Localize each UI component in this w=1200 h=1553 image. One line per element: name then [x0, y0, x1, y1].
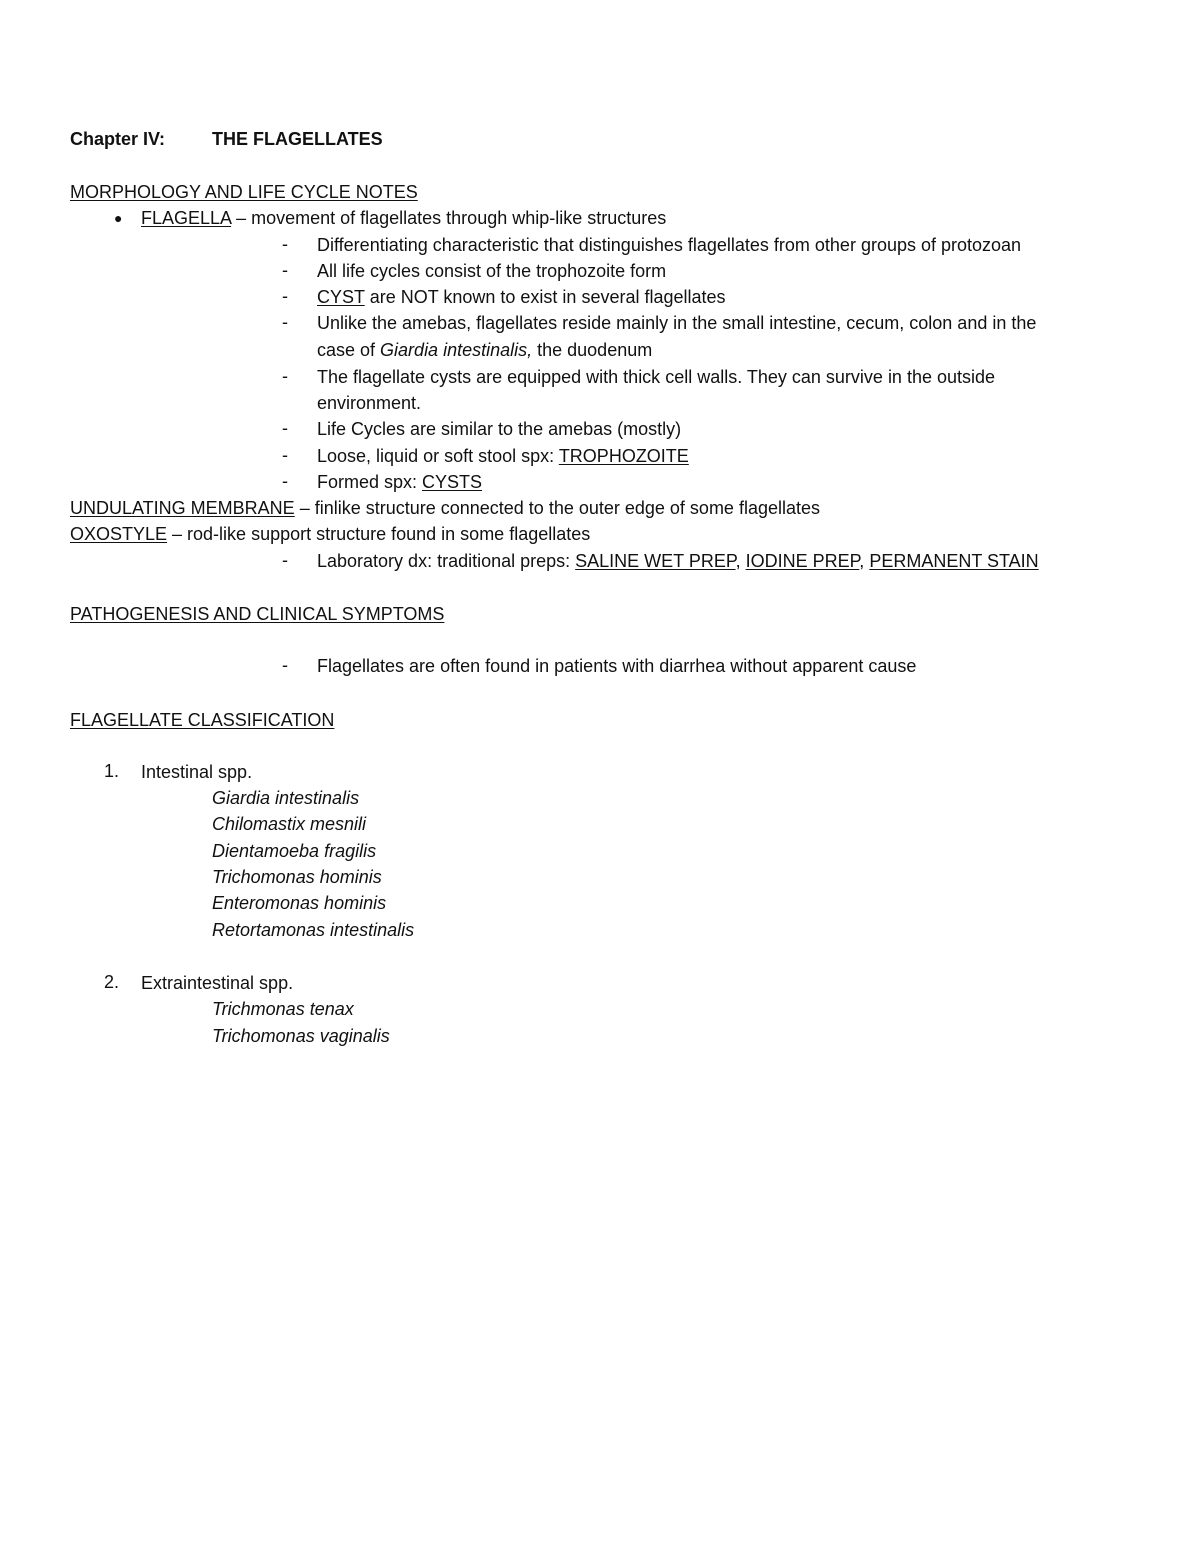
- morph-item-8-text: Formed spx:: [317, 472, 423, 492]
- pathogenesis-item: Flagellates are often found in patients with diarrhea without apparent cause: [317, 656, 917, 676]
- morph-item-4-line2: [317, 339, 652, 361]
- dash-marker: -: [282, 312, 288, 332]
- oxostyle-definition: – rod-like support structure found in some flagellates: [167, 524, 591, 544]
- dash-marker: -: [282, 471, 288, 491]
- species-item: Trichomonas hominis: [212, 867, 382, 887]
- flagella-term: FLAGELLA: [141, 208, 232, 228]
- species-item: Dientamoeba fragilis: [212, 841, 377, 861]
- dash-marker: -: [282, 550, 288, 570]
- saline-wet-prep: SALINE WET PREP: [575, 551, 736, 571]
- separator: ,: [859, 551, 870, 571]
- pathogenesis-heading: PATHOGENESIS AND CLINICAL SYMPTOMS: [70, 604, 445, 624]
- group-number: 2.: [104, 972, 120, 992]
- morph-item-6: Life Cycles are similar to the amebas (mostly): [317, 419, 682, 439]
- group-label-extraintestinal: Extraintestinal spp.: [141, 973, 294, 993]
- cysts-term: CYSTS: [422, 472, 483, 492]
- chapter-title: THE FLAGELLATES: [212, 129, 383, 149]
- cyst-term: CYST: [317, 287, 365, 307]
- permanent-stain: PERMANENT STAIN: [869, 551, 1039, 571]
- morph-item-4-pre: case of: [317, 340, 381, 360]
- giardia-species-inline: Giardia intestinalis,: [380, 340, 533, 360]
- morph-item-8: [317, 471, 482, 493]
- morph-item-5-line2: environment.: [317, 393, 422, 413]
- species-item: Trichomonas vaginalis: [212, 1026, 390, 1046]
- morph-item-4-line1: Unlike the amebas, flagellates reside mainly in the small intestine, cecum, colon and in the: [317, 313, 1037, 333]
- flagella-definition: – movement of flagellates through whip-like structures: [231, 208, 667, 228]
- species-item: Giardia intestinalis: [212, 788, 360, 808]
- dash-marker: -: [282, 260, 288, 280]
- morphology-heading: MORPHOLOGY AND LIFE CYCLE NOTES: [70, 182, 418, 202]
- undulating-membrane-line: [70, 497, 820, 519]
- group-number: 1.: [104, 761, 120, 781]
- dash-marker: -: [282, 655, 288, 675]
- dash-marker: -: [282, 418, 288, 438]
- separator: ,: [735, 551, 746, 571]
- species-item: Retortamonas intestinalis: [212, 920, 415, 940]
- morph-item-3-text: are NOT known to exist in several flagellates: [364, 287, 726, 307]
- bullet-icon: ●: [114, 210, 123, 226]
- flagella-line: [141, 207, 666, 229]
- trophozoite-term: TROPHOZOITE: [558, 446, 689, 466]
- morph-item-2: All life cycles consist of the trophozoite form: [317, 261, 667, 281]
- morph-item-7-text: Loose, liquid or soft stool spx:: [317, 446, 559, 466]
- species-item: Trichmonas tenax: [212, 999, 354, 1019]
- dash-marker: -: [282, 445, 288, 465]
- morph-item-3: [317, 286, 726, 308]
- dash-marker: -: [282, 286, 288, 306]
- morph-item-1: Differentiating characteristic that distinguishes flagellates from other groups of protozoan: [317, 235, 1022, 255]
- chapter-label: Chapter IV:: [70, 129, 166, 149]
- undulating-membrane-term: UNDULATING MEMBRANE: [70, 498, 295, 518]
- classification-heading: FLAGELLATE CLASSIFICATION: [70, 710, 335, 730]
- undulating-membrane-definition: – finlike structure connected to the outer edge of some flagellates: [294, 498, 821, 518]
- morph-item-4-post: the duodenum: [532, 340, 653, 360]
- species-item: Enteromonas hominis: [212, 893, 387, 913]
- species-item: Chilomastix mesnili: [212, 814, 367, 834]
- morph-item-5-line1: The flagellate cysts are equipped with thick cell walls. They can survive in the outside: [317, 367, 996, 387]
- lab-dx-line: [317, 550, 1039, 572]
- morph-item-7: [317, 445, 689, 467]
- iodine-prep: IODINE PREP: [745, 551, 860, 571]
- dash-marker: -: [282, 366, 288, 386]
- oxostyle-line: [70, 523, 590, 545]
- lab-dx-text: Laboratory dx: traditional preps:: [317, 551, 576, 571]
- group-label-intestinal: Intestinal spp.: [141, 762, 253, 782]
- dash-marker: -: [282, 234, 288, 254]
- oxostyle-term: OXOSTYLE: [70, 524, 168, 544]
